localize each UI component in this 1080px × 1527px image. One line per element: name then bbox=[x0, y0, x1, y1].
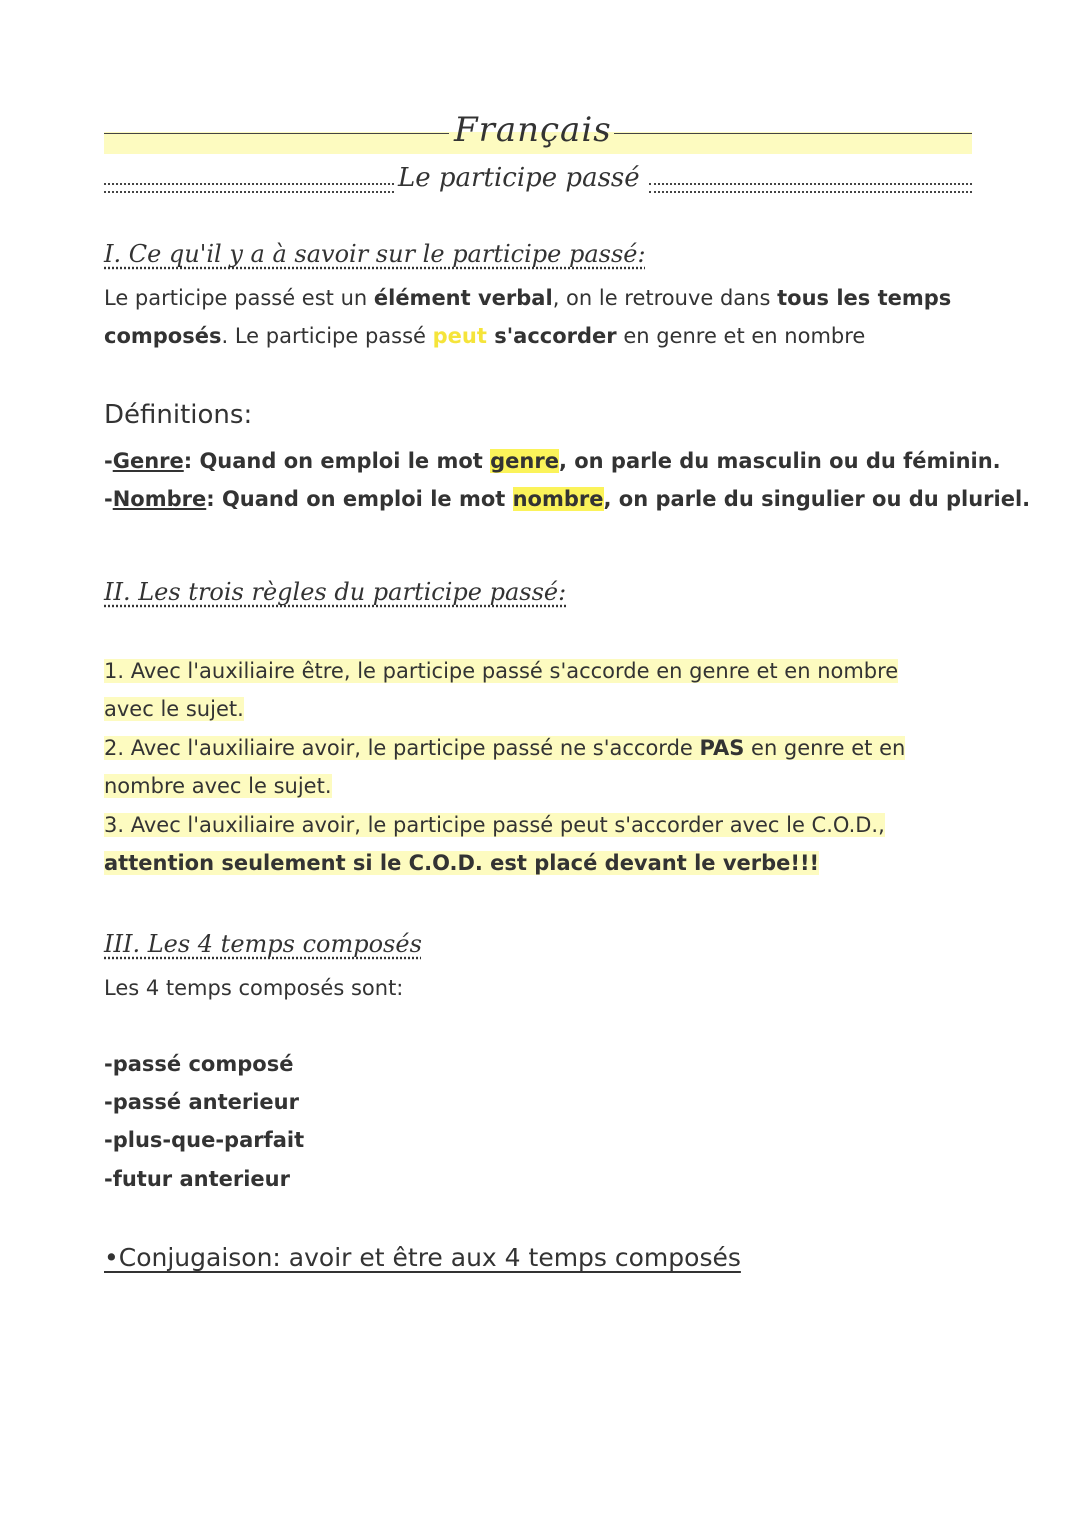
rule3-text-a: 3. Avec l'auxiliaire avoir, le participe passé peut s'accorder avec le C.O.D., bbox=[104, 813, 885, 837]
section2-heading: II. Les trois règles du participe passé: bbox=[104, 578, 567, 606]
s1-bold-tous-les-temps: tous les temps bbox=[777, 286, 952, 310]
rule3-text-b: attention seulement si le C.O.D. est placé devant le verbe!!! bbox=[104, 851, 820, 875]
nombre-highlight: nombre bbox=[512, 487, 604, 511]
title-rule-right bbox=[614, 133, 972, 134]
rule2-text-a: 2. Avec l'auxiliaire avoir, le participe passé ne s'accorde bbox=[104, 736, 700, 760]
genre-highlight: genre bbox=[490, 449, 559, 473]
nombre-label: Nombre bbox=[112, 487, 207, 511]
list-item: -passé composé bbox=[104, 1052, 294, 1076]
rule3-line2 bbox=[104, 844, 819, 882]
definition-genre: -Genre: Quand on emploi le mot genre, on parle du masculin ou du féminin. bbox=[104, 449, 1001, 473]
definitions-heading: Définitions: bbox=[104, 400, 253, 430]
section1-paragraph bbox=[104, 279, 984, 355]
rule2-text-c: nombre avec le sujet. bbox=[104, 774, 332, 798]
page-subtitle: Le participe passé bbox=[398, 163, 640, 193]
definition-nombre: -Nombre: Quand on emploi le mot nombre, on parle du singulier ou du pluriel. bbox=[104, 487, 1031, 511]
page-title: Français bbox=[454, 110, 612, 150]
list-item: -futur anterieur bbox=[104, 1167, 290, 1191]
s1-bold-composes: composés bbox=[104, 324, 222, 348]
list-item: -plus-que-parfait bbox=[104, 1128, 305, 1152]
s1-highlight-peut: peut bbox=[432, 324, 487, 348]
section3-intro: Les 4 temps composés sont: bbox=[104, 976, 404, 1000]
subtitle-dots-left bbox=[104, 183, 394, 193]
section3-heading: III. Les 4 temps composés bbox=[104, 930, 422, 958]
genre-text-b: , on parle du masculin ou du féminin. bbox=[558, 449, 1001, 473]
s1-bold-element-verbal: élément verbal bbox=[373, 286, 553, 310]
s1-text-c: , on le retrouve dans bbox=[552, 286, 778, 310]
rule2-bold-pas: PAS bbox=[699, 736, 745, 760]
s1-text-f: . Le participe passé bbox=[221, 324, 433, 348]
rule1-text-b: avec le sujet. bbox=[104, 697, 244, 721]
genre-label: Genre bbox=[112, 449, 184, 473]
rule2-line2 bbox=[104, 767, 332, 805]
title-row bbox=[104, 112, 972, 154]
rule1-line2 bbox=[104, 690, 244, 728]
genre-text-a: : Quand on emploi le mot bbox=[183, 449, 491, 473]
section1-heading: I. Ce qu'il y a à savoir sur le participe passé: bbox=[104, 240, 646, 268]
s1-text-a: Le participe passé est un bbox=[104, 286, 374, 310]
subtitle-dots-right bbox=[649, 183, 972, 193]
nombre-text-b: , on parle du singulier ou du pluriel. bbox=[603, 487, 1031, 511]
rule1-line1 bbox=[104, 652, 898, 690]
nombre-text-a: : Quand on emploi le mot bbox=[206, 487, 513, 511]
subtitle-row bbox=[104, 163, 972, 199]
rule1-text-a: 1. Avec l'auxiliaire être, le participe passé s'accorde en genre et en nombre bbox=[104, 659, 899, 683]
list-item: -passé anterieur bbox=[104, 1090, 299, 1114]
rule3-line1 bbox=[104, 806, 885, 844]
s1-bold-saccorder: s'accorder bbox=[486, 324, 617, 348]
s1-text-i: en genre et en nombre bbox=[616, 324, 866, 348]
title-rule-left bbox=[104, 133, 449, 134]
conjugaison-heading: •Conjugaison: avoir et être aux 4 temps composés bbox=[104, 1243, 741, 1272]
rule2-line1 bbox=[104, 729, 905, 767]
rule2-text-b: en genre et en bbox=[744, 736, 906, 760]
